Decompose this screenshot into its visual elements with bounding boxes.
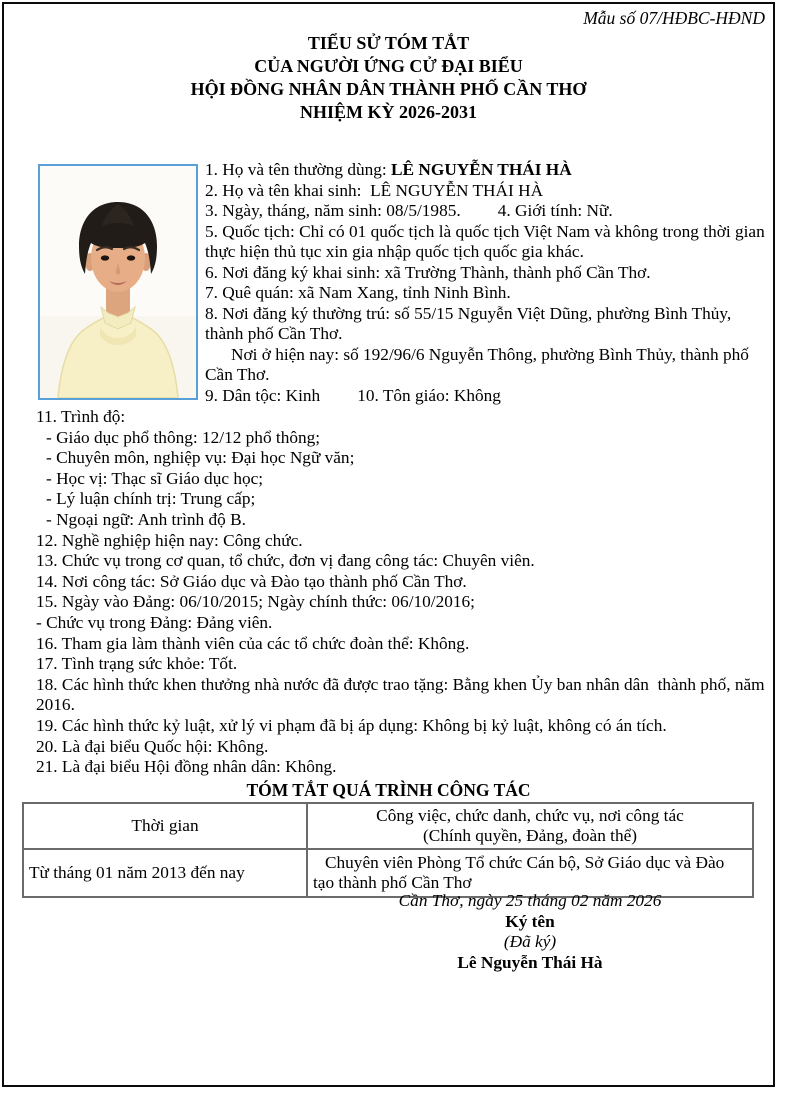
row-cell-job-text: Chuyên viên Phòng Tổ chức Cán bộ, Sở Giáo dục và Đào tạo thành phố Cần Thơ	[313, 852, 725, 892]
signature-name: Lê Nguyễn Thái Hà	[457, 952, 603, 972]
candidate-photo	[38, 164, 198, 400]
field-birth-date-gender	[205, 201, 773, 222]
field-general-education: - Giáo dục phổ thông: 12/12 phổ thông;	[46, 427, 321, 447]
field-current-residence: Nơi ở hiện nay: số 192/96/6 Nguyễn Thông, phường Bình Thủy, thành phố Cần Thơ.	[205, 344, 749, 384]
field-full-name-label: 1. Họ và tên thường dùng:	[205, 160, 392, 179]
title-line-1: TIỂU SỬ TÓM TẮT	[307, 33, 470, 53]
field-political-theory: - Lý luận chính trị: Trung cấp;	[46, 489, 256, 509]
row-cell-time: Từ tháng 01 năm 2013 đến nay	[23, 849, 307, 897]
field-professional-education: - Chuyên môn, nghiệp vụ: Đại học Ngữ văn;	[46, 448, 355, 468]
field-academic-degree: - Học vị: Thạc sĩ Giáo dục học;	[46, 468, 264, 488]
field-organization-membership: 16. Tham gia làm thành viên của các tổ chức đoàn thể: Không.	[36, 633, 470, 653]
field-occupation: 12. Nghề nghiệp hiện nay: Công chức.	[36, 530, 303, 550]
field-foreign-language: - Ngoại ngữ: Anh trình độ B.	[46, 509, 246, 529]
field-ethnicity-religion	[205, 386, 773, 407]
signature-label: Ký tên	[505, 911, 555, 931]
signature-place-date: Cần Thơ, ngày 25 tháng 02 năm 2026	[398, 891, 662, 910]
details-list	[36, 407, 768, 778]
signature-block	[300, 891, 760, 973]
work-history-table	[22, 802, 754, 898]
field-birth-name: 2. Họ và tên khai sinh: LÊ NGUYỄN THÁI HÀ	[205, 180, 544, 200]
field-awards: 18. Các hình thức khen thưởng nhà nước đã được trao tặng: Bằng khen Ủy ban nhân dân thành phố, năm 2016.	[36, 674, 765, 715]
field-birth-registration: 6. Nơi đăng ký khai sinh: xã Trường Thành, thành phố Cần Thơ.	[205, 262, 651, 282]
work-history-heading: TÓM TẮT QUÁ TRÌNH CÔNG TÁC	[246, 780, 531, 800]
field-full-name-value: LÊ NGUYỄN THÁI HÀ	[391, 160, 572, 179]
form-number: Mẫu số 07/HĐBC-HĐND	[583, 8, 765, 28]
row-cell-job	[307, 849, 753, 897]
header-cell-job	[307, 803, 753, 849]
work-history-row	[23, 849, 753, 897]
title-line-4: NHIỆM KỲ 2026-2031	[300, 102, 477, 122]
field-health-status: 17. Tình trạng sức khỏe: Tốt.	[36, 654, 238, 674]
field-national-assembly-member: 20. Là đại biểu Quốc hội: Không.	[36, 736, 269, 756]
personal-info	[205, 160, 773, 406]
field-qualifications: 11. Trình độ:	[36, 407, 126, 426]
field-gender: 4. Giới tính: Nữ.	[497, 201, 613, 220]
field-hometown: 7. Quê quán: xã Nam Xang, tỉnh Ninh Bình.	[205, 283, 511, 302]
document-title	[0, 32, 777, 124]
field-party-admission: 15. Ngày vào Đảng: 06/10/2015; Ngày chính thức: 06/10/2016;	[36, 592, 475, 612]
title-line-3: HỘI ĐỒNG NHÂN DÂN THÀNH PHỐ CẦN THƠ	[190, 79, 587, 99]
work-history-header-row	[23, 803, 753, 849]
field-ethnicity: 9. Dân tộc: Kinh	[205, 385, 321, 405]
field-full-name	[205, 160, 773, 181]
field-nationality: 5. Quốc tịch: Chỉ có 01 quốc tịch là quốc tịch Việt Nam và không trong thời gian thực hiện thủ tục xin gia nhập quốc tịch quốc gia khác.	[205, 221, 765, 261]
field-party-position: - Chức vụ trong Đảng: Đảng viên.	[36, 612, 273, 632]
field-birth-date: 3. Ngày, tháng, năm sinh: 08/5/1985.	[205, 201, 461, 220]
header-cell-time: Thời gian	[23, 803, 307, 849]
signature-signed-note: (Đã ký)	[503, 932, 557, 951]
header-cell-job-line1: Công việc, chức danh, chức vụ, nơi công tác	[376, 805, 684, 825]
portrait-illustration	[40, 166, 196, 398]
field-peoples-council-member: 21. Là đại biểu Hội đồng nhân dân: Không.	[36, 757, 337, 777]
field-permanent-residence: 8. Nơi đăng ký thường trú: số 55/15 Nguyễn Việt Dũng, phường Bình Thủy, thành phố Cần Thơ.	[205, 303, 732, 343]
field-disciplinary-record: 19. Các hình thức kỷ luật, xử lý vi phạm đã bị áp dụng: Không bị kỷ luật, không có án tích.	[36, 715, 667, 735]
title-line-2: CỦA NGƯỜI ỨNG CỬ ĐẠI BIỂU	[254, 56, 523, 76]
field-workplace: 14. Nơi công tác: Sở Giáo dục và Đào tạo thành phố Cần Thơ.	[36, 571, 467, 591]
header-cell-job-line2: (Chính quyền, Đảng, đoàn thể)	[422, 826, 638, 845]
field-position: 13. Chức vụ trong cơ quan, tổ chức, đơn vị đang công tác: Chuyên viên.	[36, 551, 535, 571]
field-religion: 10. Tôn giáo: Không	[357, 385, 501, 405]
